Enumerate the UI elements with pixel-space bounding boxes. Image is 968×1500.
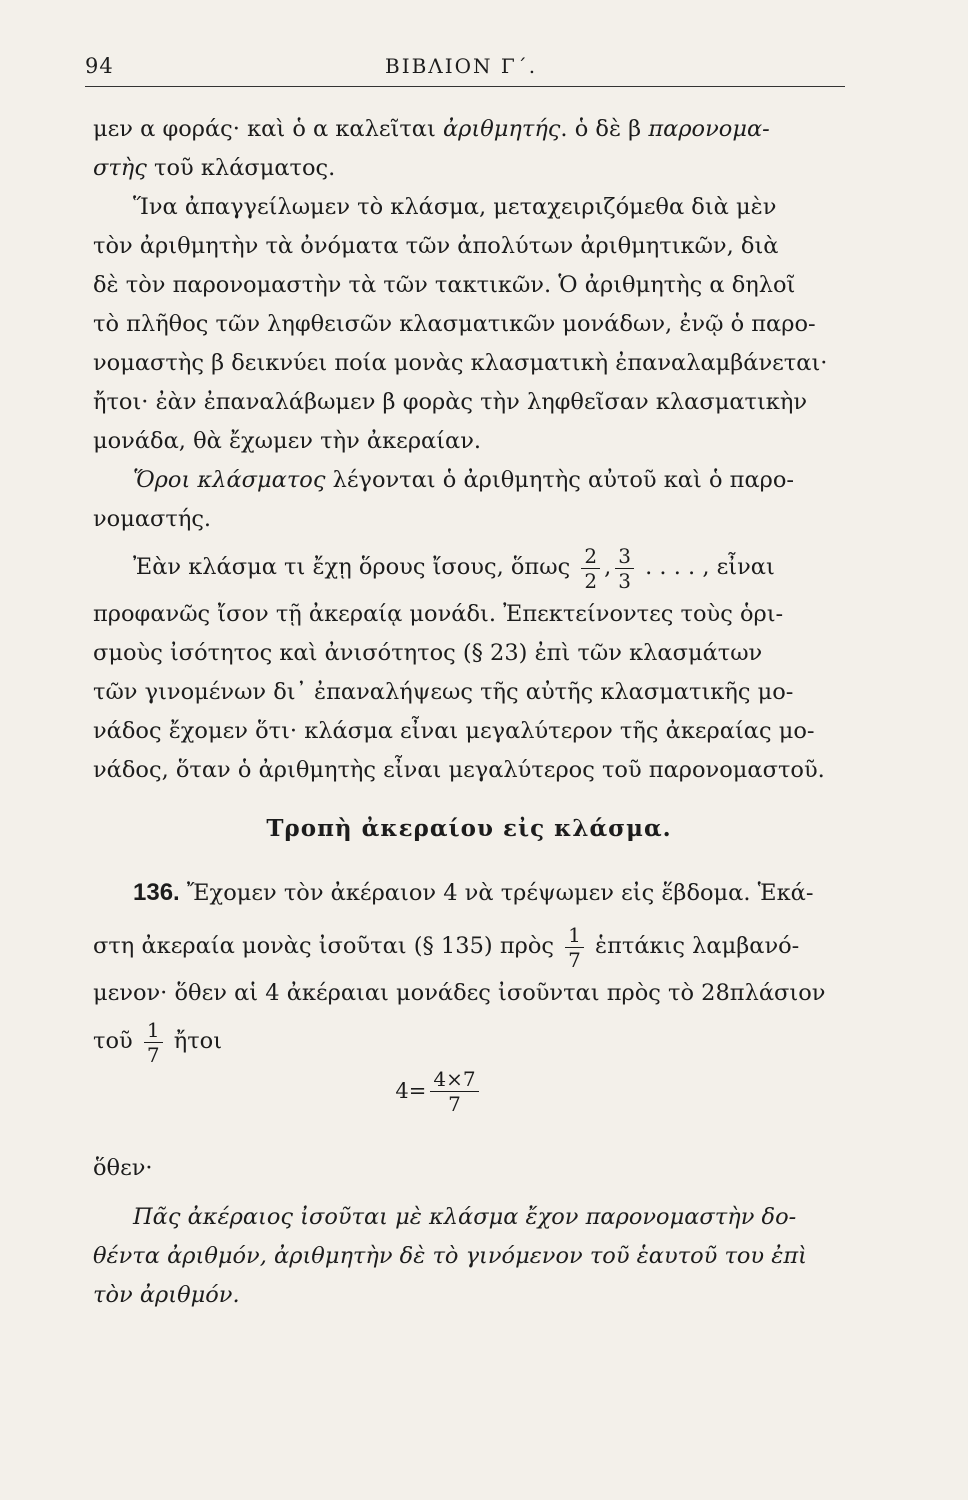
text-span: ἑπτάκις λαμβανό- bbox=[587, 933, 800, 959]
fraction bbox=[144, 1017, 163, 1067]
fraction-denominator: 7 bbox=[146, 1042, 160, 1067]
fraction bbox=[581, 543, 600, 593]
fraction-numerator: 4×7 bbox=[430, 1069, 478, 1092]
text-line: ἤτοι· ἐὰν ἐπαναλάβωμεν β φορὰς τὴν ληφθεῖσαν κλασματικὴν bbox=[93, 389, 808, 415]
text-span: . . . . , εἶναι bbox=[637, 554, 775, 580]
text-line: Ἵνα ἀπαγγείλωμεν τὸ κλάσμα, μεταχειριζόμεθα διὰ μὲν bbox=[133, 194, 777, 220]
fraction bbox=[430, 1069, 478, 1114]
text-line bbox=[93, 461, 845, 500]
text-line bbox=[93, 149, 845, 188]
text-line: δὲ τὸν παρονομαστὴν τὰ τῶν τακτικῶν. Ὁ ἀριθμητὴς α δηλοῖ bbox=[93, 272, 796, 298]
text-line: νάδος, ὅταν ὁ ἀριθμητὴς εἶναι μεγαλύτερος τοῦ παρονομαστοῦ. bbox=[93, 757, 825, 783]
page-body bbox=[93, 110, 845, 1315]
rule-line: Πᾶς ἀκέραιος ἰσοῦται μὲ κλάσμα ἔχον παρονομαστὴν δο- bbox=[133, 1204, 797, 1230]
text-span: , bbox=[604, 554, 612, 580]
text-line: ὅθεν· bbox=[93, 1155, 153, 1181]
text-line: νομαστής. bbox=[93, 506, 212, 532]
rule-line: τὸν ἀριθμόν. bbox=[93, 1282, 240, 1308]
fraction-numerator: 1 bbox=[565, 925, 584, 948]
text-line bbox=[93, 1013, 845, 1069]
text-span: τοῦ κλάσματος. bbox=[146, 155, 336, 181]
text-span: στη ἀκεραία μονὰς ἰσοῦται (§ 135) πρὸς bbox=[93, 933, 562, 959]
fraction-numerator: 1 bbox=[144, 1020, 163, 1043]
display-formula bbox=[93, 1069, 845, 1149]
text-span: Ἔχομεν τὸν ἀκέραιον 4 νὰ τρέψωμεν εἰς ἕβδομα. Ἑκά- bbox=[179, 880, 814, 906]
term-denominator: παρονομα- bbox=[648, 116, 770, 142]
text-line: τὸ πλῆθος τῶν ληφθεισῶν κλασματικῶν μονάδων, ἐνῷ ὁ παρο- bbox=[93, 311, 816, 337]
text-line: τὸν ἀριθμητὴν τὰ ὀνόματα τῶν ἀπολύτων ἀριθμητικῶν, διὰ bbox=[93, 233, 779, 259]
fraction-denominator: 7 bbox=[568, 947, 581, 972]
page-header bbox=[85, 50, 845, 87]
text-span: λέγονται ὁ ἀριθμητὴς αὐτοῦ καὶ ὁ παρο- bbox=[325, 467, 795, 493]
text-span: Ἐὰν κλάσμα τι ἔχῃ ὅρους ἴσους, ὅπως bbox=[133, 554, 578, 580]
text-line: προφανῶς ἴσον τῇ ἀκεραίᾳ μονάδι. Ἐπεκτείνοντες τοὺς ὁρι- bbox=[93, 601, 784, 627]
text-span: . ὁ δὲ β bbox=[560, 116, 649, 142]
text-span: μεν α φοράς· καὶ ὁ α καλεῖται bbox=[93, 116, 443, 142]
term-numerator: ἀριθμητής bbox=[442, 116, 561, 142]
fraction-denominator: 7 bbox=[448, 1092, 461, 1116]
term-denominator-cont: στὴς bbox=[93, 155, 147, 181]
formula-lhs: 4= bbox=[395, 1079, 427, 1103]
fraction-denominator: 2 bbox=[584, 568, 598, 593]
fraction bbox=[565, 922, 584, 972]
text-line bbox=[93, 918, 845, 974]
text-line bbox=[93, 539, 845, 595]
text-line: τῶν γινομένων δι᾿ ἐπαναλήψεως τῆς αὐτῆς κλασματικῆς μο- bbox=[93, 679, 794, 705]
text-line: νάδος ἔχομεν ὅτι· κλάσμα εἶναι μεγαλύτερον τῆς ἀκεραίας μο- bbox=[93, 718, 815, 744]
text-line: μενον· ὅθεν αἱ 4 ἀκέραιαι μονάδες ἰσοῦνται πρὸς τὸ 28πλάσιον bbox=[93, 980, 826, 1006]
text-line: σμοὺς ἰσότητος καὶ ἀνισότητος (§ 23) ἐπὶ τῶν κλασμάτων bbox=[93, 640, 763, 666]
fraction-numerator: 2 bbox=[581, 546, 600, 569]
fraction bbox=[615, 543, 634, 593]
fraction-denominator: 3 bbox=[618, 568, 631, 593]
text-line bbox=[93, 868, 845, 918]
definition-term: Ὅροι κλάσματος bbox=[133, 467, 326, 493]
text-line: μονάδα, θὰ ἔχωμεν τὴν ἀκεραίαν. bbox=[93, 428, 482, 454]
fraction-numerator: 3 bbox=[615, 546, 634, 569]
text-line bbox=[93, 110, 845, 149]
text-line: νομαστὴς β δεικνύει ποία μονὰς κλασματικὴ ἐπαναλαμβάνεται· bbox=[93, 350, 828, 376]
article-number: 136. bbox=[133, 879, 180, 906]
page-number: 94 bbox=[85, 54, 114, 78]
text-span: τοῦ bbox=[93, 1028, 140, 1054]
text-span: ἤτοι bbox=[166, 1028, 223, 1054]
spacer bbox=[93, 1188, 845, 1198]
rule-line: θέντα ἀριθμόν, ἀριθμητὴν δὲ τὸ γινόμενον τοῦ ἑαυτοῦ του ἐπὶ bbox=[93, 1243, 807, 1269]
section-title: Τροπὴ ἀκεραίου εἰς κλάσμα. bbox=[266, 815, 672, 842]
running-head: ΒΙΒΛΙΟΝ Γ΄. bbox=[385, 54, 538, 78]
